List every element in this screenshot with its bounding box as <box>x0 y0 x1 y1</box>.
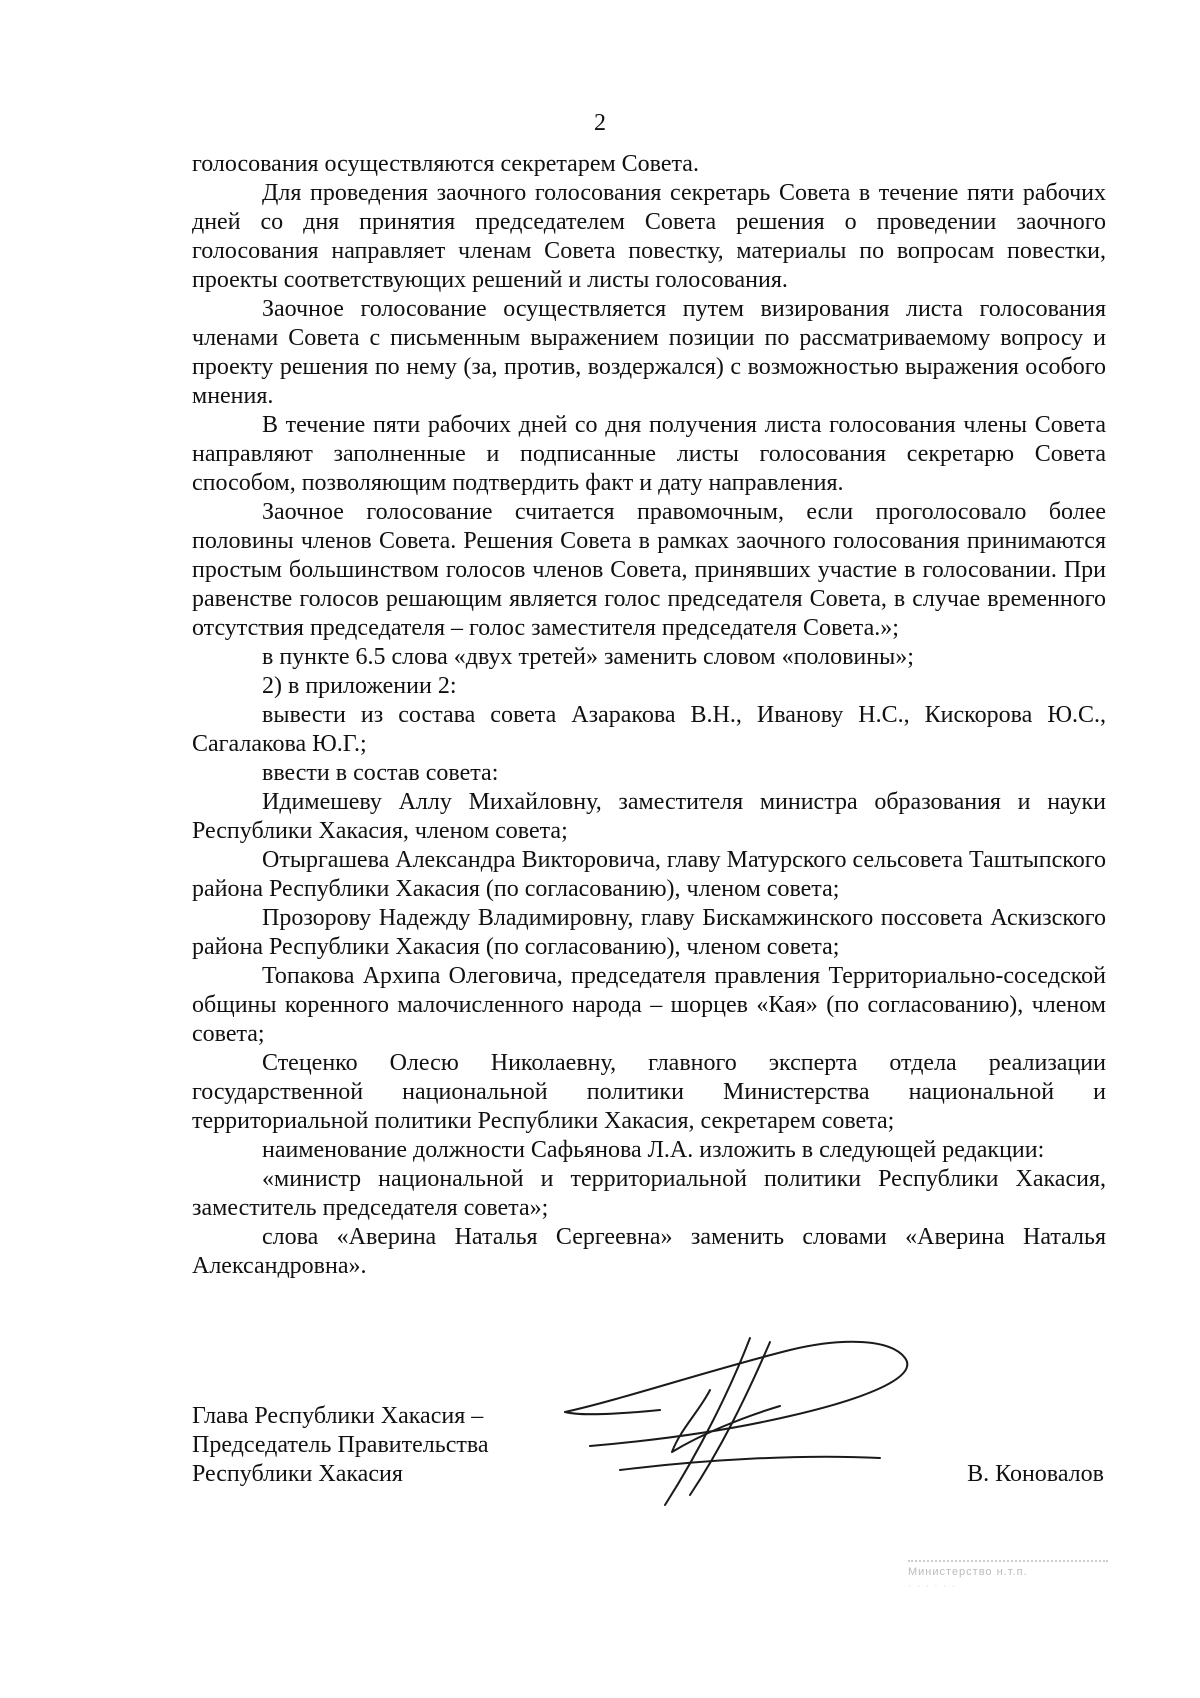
paragraph: вывести из состава совета Азаракова В.Н., Иванову Н.С., Кискорова Ю.С., Сагалакова Ю.Г.; <box>192 702 1106 757</box>
signatory-name: В. Коновалов <box>967 1461 1104 1487</box>
stamp-divider <box>908 1560 1108 1562</box>
paragraph: Идимешеву Аллу Михайловну, заместителя министра образования и науки Республики Хакасия, членом совета; <box>192 789 1106 844</box>
paragraph: В течение пяти рабочих дней со дня получения листа голосования члены Совета направляют заполненные и подписанные листы голосования секретарю Совета способом, позволяющим подтвердить факт и дату направления. <box>192 412 1106 496</box>
signatory-title-line: Республики Хакасия <box>192 1461 403 1487</box>
paragraph: ввести в состав совета: <box>262 760 499 786</box>
paragraph: Для проведения заочного голосования секретарь Совета в течение пяти рабочих дней со дня принятия председателем Совета решения о проведении заочного голосования направляет членам Совета повестку, материалы по вопросам повестки, проекты соответствующих решений и листы голосования. <box>192 180 1106 293</box>
paragraph: Топакова Архипа Олеговича, председателя правления Территориально-соседской общины коренного малочисленного народа – шорцев «Кая» (по согласованию), членом совета; <box>192 963 1106 1047</box>
paragraph: наименование должности Сафьянова Л.А. изложить в следующей редакции: <box>262 1137 1045 1163</box>
paragraph: Заочное голосование считается правомочным, если проголосовало более половины членов Совета. Решения Совета в рамках заочного голосования принимаются простым большинством голосов членов Совета, принявших участие в голосовании. При равенстве голосов решающим является голос председателя Совета, в случае временного отсутствия председателя – голос заместителя председателя Совета.»; <box>192 499 1106 641</box>
paragraph: Отыргашева Александра Викторовича, главу Матурского сельсовета Таштыпского района Республики Хакасия (по согласованию), членом совета; <box>192 847 1106 902</box>
signatory-title-line: Председатель Правительства <box>192 1432 489 1458</box>
page-number: 2 <box>594 110 606 136</box>
stamp-text: · · · · · · <box>908 1580 957 1592</box>
paragraph: Заочное голосование осуществляется путем визирования листа голосования членами Совета с письменным выражением позиции по рассматриваемому вопросу и проекту решения по нему (за, против, воздержался) с возможностью выражения особого мнения. <box>192 296 1106 409</box>
document-body <box>192 150 1106 1281</box>
signatory-title <box>192 1402 489 1489</box>
signatory-title-line: Глава Республики Хакасия – <box>192 1403 484 1429</box>
paragraph: Прозорову Надежду Владимировну, главу Бискамжинского поссовета Аскизского района Республики Хакасия (по согласованию), членом совета; <box>192 905 1106 960</box>
paragraph: 2) в приложении 2: <box>262 673 457 699</box>
registration-stamp <box>908 1560 1108 1593</box>
paragraph: «министр национальной и территориальной политики Республики Хакасия, заместитель председателя совета»; <box>192 1166 1106 1221</box>
paragraph: голосования осуществляются секретарем Совета. <box>192 151 699 177</box>
stamp-text: Министерство н.т.п. <box>908 1566 1028 1578</box>
paragraph: в пункте 6.5 слова «двух третей» заменить словом «половины»; <box>262 644 914 670</box>
paragraph: Стеценко Олесю Николаевну, главного эксперта отдела реализации государственной национальной политики Министерства национальной и территориальной политики Республики Хакасия, секретарем совета; <box>192 1050 1106 1134</box>
paragraph: слова «Аверина Наталья Сергеевна» заменить словами «Аверина Наталья Александровна». <box>192 1224 1106 1279</box>
handwritten-signature <box>560 1330 930 1510</box>
